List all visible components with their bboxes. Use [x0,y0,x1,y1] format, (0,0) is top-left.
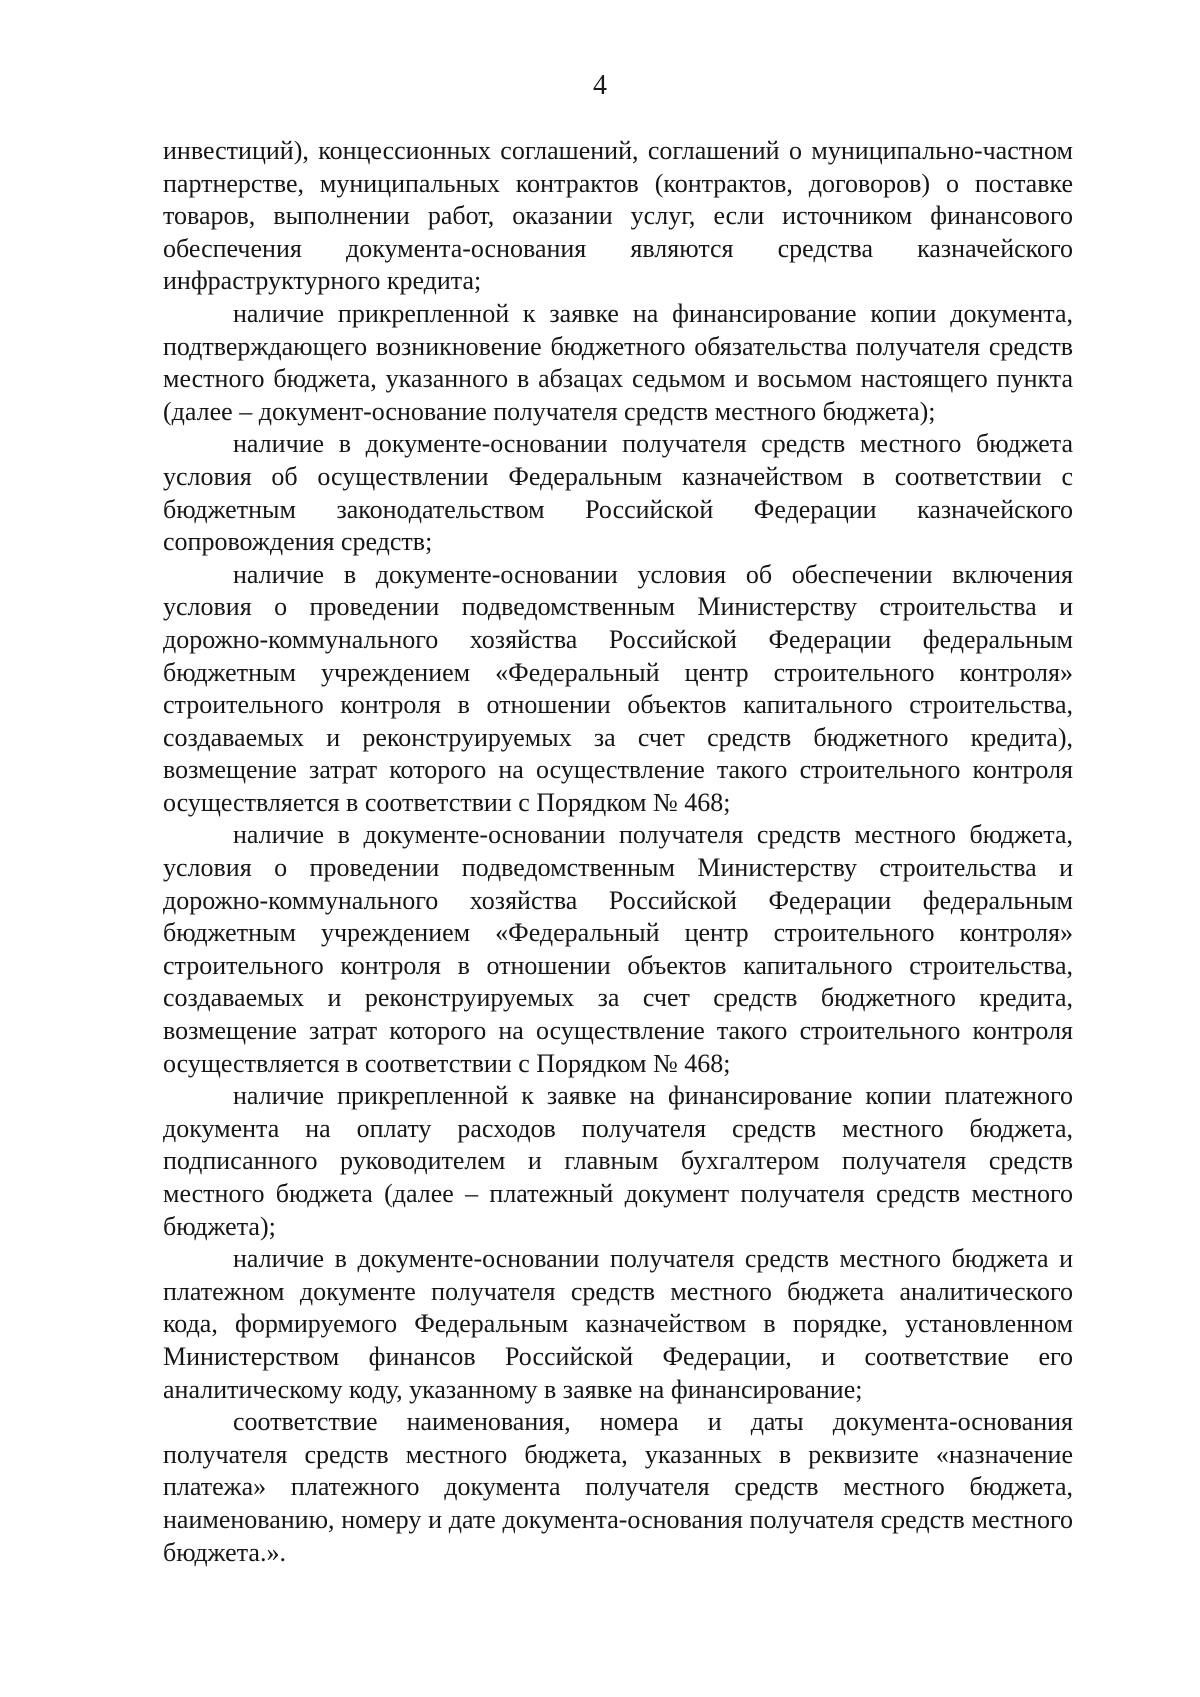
page-number: 4 [593,70,607,101]
paragraph-treasury-support: наличие в документе-основании получателя средств местного бюджета условия об осуществлении Федеральным казначейством в соответствии с бюджетным законодательством Российской Федерации казначейского сопровождения средств; [163,429,1073,557]
document-body [163,135,1073,1569]
paragraph-construction-control-inclusion: наличие в документе-основании условия об обеспечении включения условия о проведении подведомственным Министерству строительства и дорожно-коммунального хозяйства Российской Федерации федеральным бюджетным учреждением «Федеральный центр строительного контроля» строительного контроля в отношении объектов капитального строительства, создаваемых и реконструируемых за счет средств бюджетного кредита), возмещение затрат которого на осуществление такого строительного контроля осуществляется в соответствии с Порядком № 468; [163,559,1073,817]
paragraph-continuation: инвестиций), концессионных соглашений, соглашений о муниципально-частном партнерстве, муниципальных контрактов (контрактов, договоров) о поставке товаров, выполнении работ, оказании услуг, если источником финансового обеспечения документа-основания являются средства казначейского инфраструктурного кредита; [163,136,1073,296]
paragraph-construction-control: наличие в документе-основании получателя средств местного бюджета, условия о проведении подведомственным Министерству строительства и дорожно-коммунального хозяйства Российской Федерации федеральным бюджетным учреждением «Федеральный центр строительного контроля» строительного контроля в отношении объектов капитального строительства, создаваемых и реконструируемых за счет средств бюджетного кредита, возмещение затрат которого на осуществление такого строительного контроля осуществляется в соответствии с Порядком № 468; [163,820,1073,1078]
paragraph-attached-document: наличие прикрепленной к заявке на финансирование копии документа, подтверждающего возникновение бюджетного обязательства получателя средств местного бюджета, указанного в абзацах седьмом и восьмом настоящего пункта (далее – документ-основание получателя средств местного бюджета); [163,298,1073,426]
paragraph-payment-document: наличие прикрепленной к заявке на финансирование копии платежного документа на оплату расходов получателя средств местного бюджета, подписанного руководителем и главным бухгалтером получателя средств местного бюджета (далее – платежный документ получателя средств местного бюджета); [163,1081,1073,1241]
paragraph-analytic-code: наличие в документе-основании получателя средств местного бюджета и платежном документе получателя средств местного бюджета аналитического кода, формируемого Федеральным казначейством в порядке, установленном Министерством финансов Российской Федерации, и соответствие его аналитическому коду, указанному в заявке на финансирование; [163,1244,1073,1404]
paragraph-payment-purpose: соответствие наименования, номера и даты документа-основания получателя средств местного бюджета, указанных в реквизите «назначение платежа» платежного документа получателя средств местного бюджета, наименованию, номеру и дате документа-основания получателя средств местного бюджета.». [163,1407,1073,1567]
